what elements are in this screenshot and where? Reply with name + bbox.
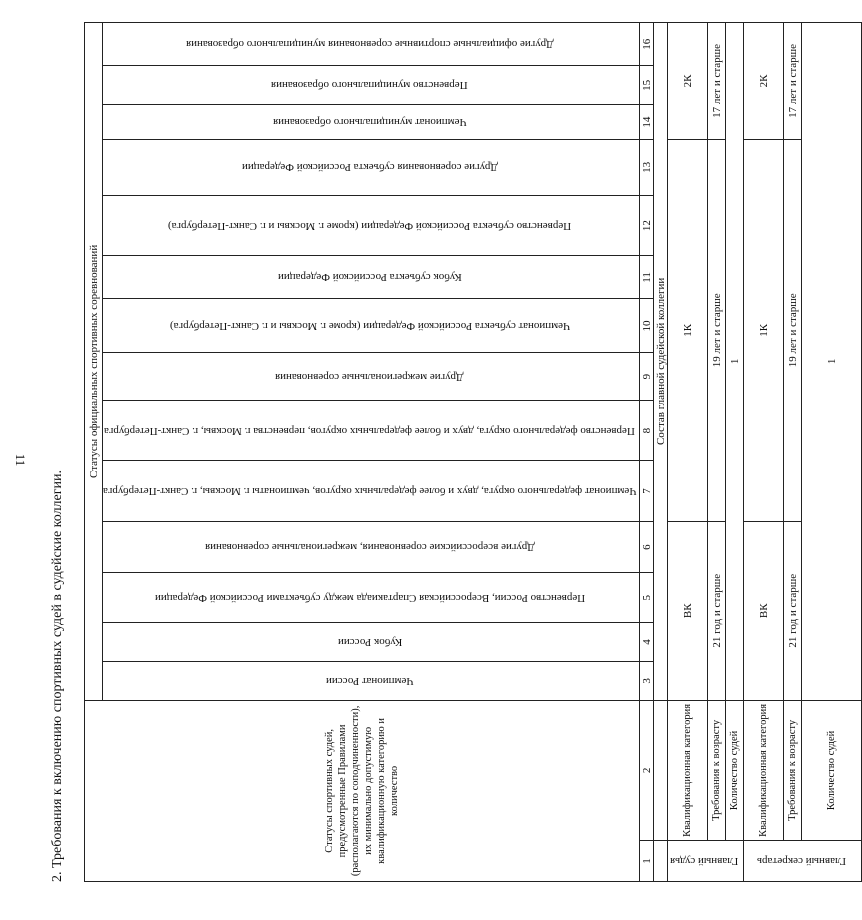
- role-name-chief-secretary: Главный секретарь: [744, 841, 862, 882]
- section-title: 2. Требования к включению спортивных судей в судейские коллегии.: [50, 470, 65, 882]
- col-number: 7: [640, 461, 654, 521]
- col-header-6: Другие всероссийские соревнования, межрегиональные соревнования: [103, 521, 640, 573]
- col-number: 8: [640, 400, 654, 460]
- col-number: 14: [640, 105, 654, 140]
- age-value: 17 лет и старше: [708, 23, 726, 140]
- col-number: 9: [640, 353, 654, 400]
- col-number: 13: [640, 139, 654, 195]
- row-label-category: Квалификационная категория: [668, 700, 708, 840]
- col-number: 1: [640, 841, 654, 882]
- category-value: ВК: [668, 521, 708, 700]
- col-number: 12: [640, 195, 654, 255]
- header-left-cell: Статусы спортивных судей, предусмотренные Правилами (располагаются по соподчиненности), их минимально допустимую квалификационную категорию и количество: [85, 700, 640, 881]
- rotated-document: [50, 22, 846, 882]
- header-top-cell: Статусы официальных спортивных соревнований: [85, 23, 103, 701]
- row-label-count: Количество судей: [726, 700, 744, 840]
- board-spacer: [654, 700, 668, 840]
- row-label-count: Количество судей: [802, 700, 862, 840]
- col-header-7: Чемпионат федерального округа, двух и более федеральных округов, чемпионаты г. Москвы, г. Санкт-Петербурга: [103, 461, 640, 521]
- age-value: 21 год и старше: [708, 521, 726, 700]
- col-header-16: Другие официальные спортивные соревнования муниципального образования: [103, 23, 640, 67]
- count-value: 1: [726, 23, 744, 701]
- col-header-3: Чемпионат России: [103, 661, 640, 700]
- col-header-8: Первенство федерального округа, двух и более федеральных округов, первенства г. Москвы, г. Санкт-Петербурга: [103, 400, 640, 460]
- col-number: 6: [640, 521, 654, 573]
- col-number: 11: [640, 256, 654, 299]
- col-header-10: Чемпионат субъекта Российской Федерации (кроме г. Москвы и г. Санкт-Петербурга): [103, 299, 640, 353]
- col-header-4: Кубок России: [103, 623, 640, 662]
- category-value: 2К: [744, 23, 784, 140]
- age-value: 19 лет и старше: [784, 139, 802, 521]
- age-value: 17 лет и старше: [784, 23, 802, 140]
- col-number: 4: [640, 623, 654, 662]
- section-heading: [50, 470, 66, 882]
- col-number: 2: [640, 700, 654, 840]
- row-label-age: Требования к возрасту: [784, 700, 802, 840]
- category-value: 1К: [668, 139, 708, 521]
- requirements-table: [84, 22, 862, 882]
- col-header-14: Чемпионат муниципального образования: [103, 105, 640, 140]
- col-header-9: Другие межрегиональные соревнования: [103, 353, 640, 400]
- role-name-chief-judge: Главный судья: [668, 841, 744, 882]
- count-value: 1: [802, 23, 862, 701]
- col-header-15: Первенство муниципального образования: [103, 66, 640, 105]
- col-header-5: Первенство России, Всероссийская Спартакиада между субъектами Российской Федерации: [103, 573, 640, 623]
- col-header-12: Первенство субъекта Российской Федерации (кроме г. Москвы и г. Санкт-Петербурга): [103, 195, 640, 255]
- col-number: 16: [640, 23, 654, 67]
- age-value: 21 год и старше: [784, 521, 802, 700]
- board-title: Состав главной судейской коллегии: [654, 23, 668, 701]
- col-number: 3: [640, 661, 654, 700]
- row-label-category: Квалификационная категория: [744, 700, 784, 840]
- col-number: 5: [640, 573, 654, 623]
- col-number: 15: [640, 66, 654, 105]
- col-number: 10: [640, 299, 654, 353]
- age-value: 19 лет и старше: [708, 139, 726, 521]
- board-spacer: [654, 841, 668, 882]
- category-value: ВК: [744, 521, 784, 700]
- col-header-13: Другие соревнования субъекта Российской Федерации: [103, 139, 640, 195]
- category-value: 1К: [744, 139, 784, 521]
- page-number: 11: [13, 453, 28, 467]
- row-label-age: Требования к возрасту: [708, 700, 726, 840]
- col-header-11: Кубок субъекта Российской Федерации: [103, 256, 640, 299]
- category-value: 2К: [668, 23, 708, 140]
